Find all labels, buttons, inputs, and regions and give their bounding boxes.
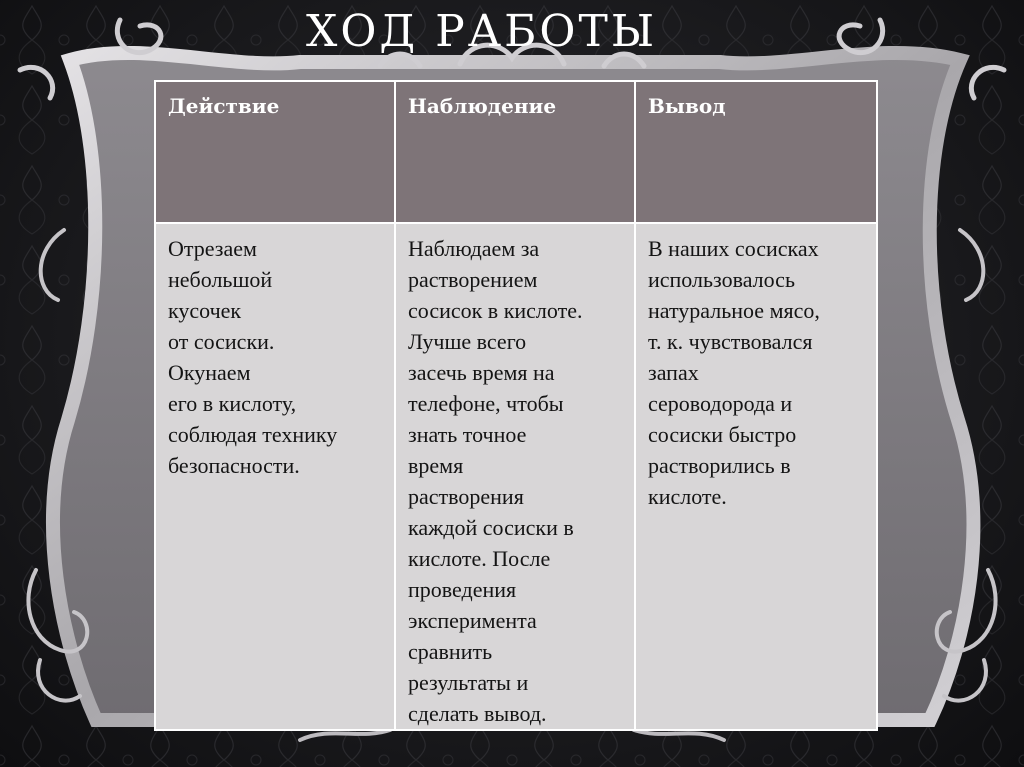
worksheet-table <box>154 80 878 731</box>
cell-observation-text: Наблюдаем за растворением сосисок в кислоте. Лучше всего засечь время на телефоне, чтобы знать точное время растворения каждой сосиски в кислоте. После проведения эксперимента сравнить результаты и сделать вывод. <box>408 236 583 726</box>
cell-action <box>155 223 395 730</box>
header-conclusion: Вывод <box>635 81 877 223</box>
cell-observation <box>395 223 635 730</box>
header-action: Действие <box>155 81 395 223</box>
table-header-row <box>155 81 877 223</box>
table-row <box>155 223 877 730</box>
cell-action-text: Отрезаем небольшой кусочек от сосиски. Окунаем его в кислоту, соблюдая технику безопасности. <box>168 236 338 478</box>
header-observation: Наблюдение <box>395 81 635 223</box>
cell-conclusion-text: В наших сосисках использовалось натуральное мясо, т. к. чувствовался запах сероводорода и сосиски быстро растворились в кислоте. <box>648 236 820 509</box>
cell-conclusion <box>635 223 877 730</box>
slide-title: ХОД РАБОТЫ <box>306 6 658 57</box>
